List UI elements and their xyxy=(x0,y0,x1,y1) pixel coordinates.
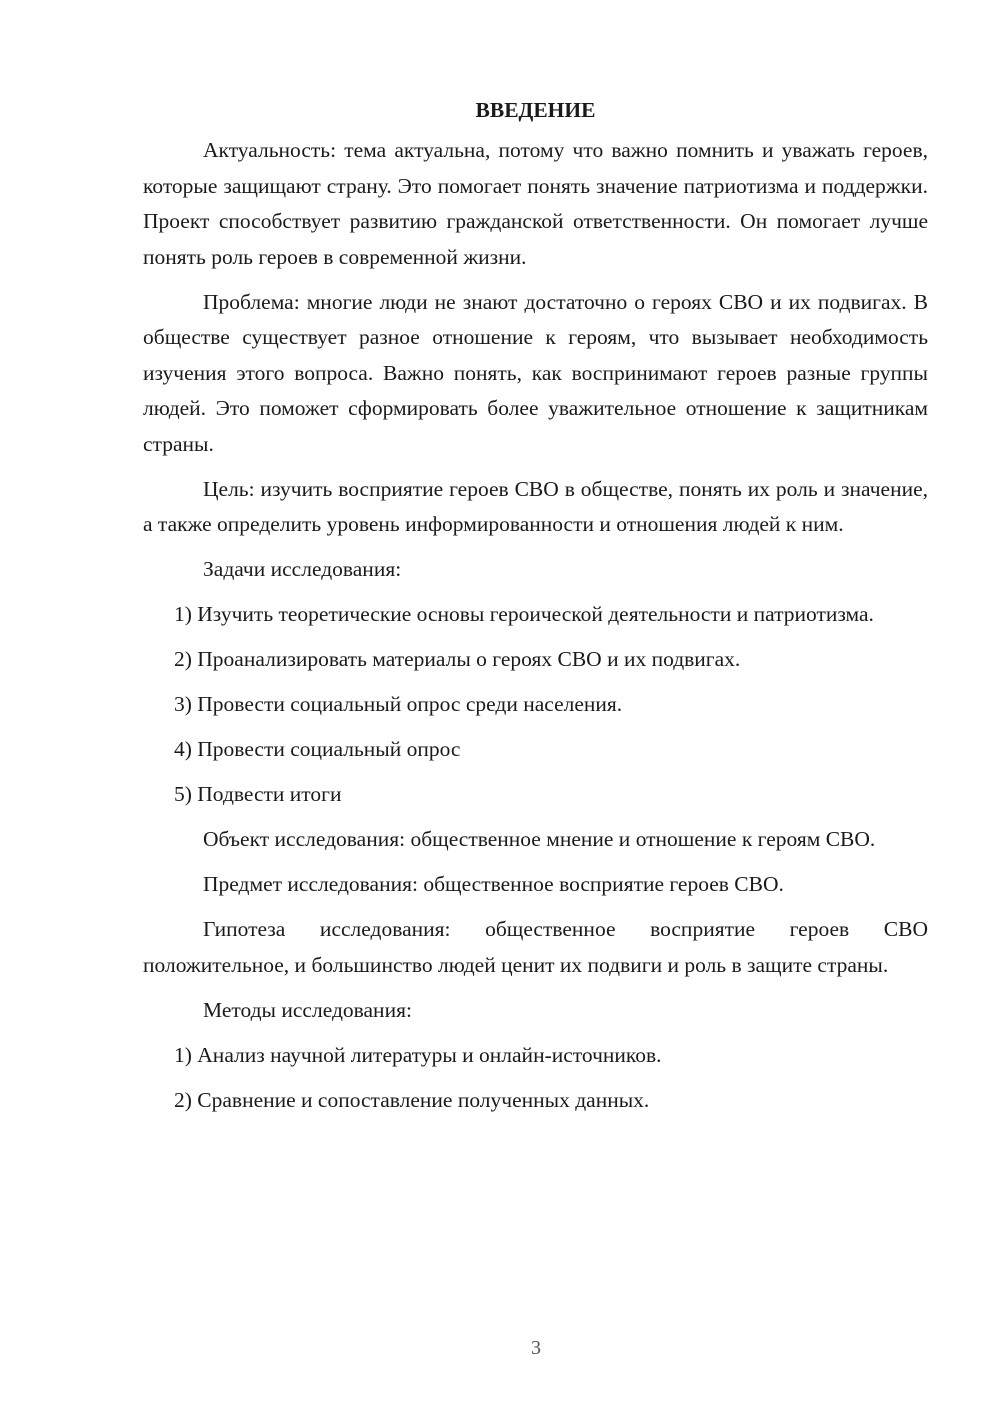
goal-paragraph: Цель: изучить восприятие героев СВО в обществе, понять их роль и значение, а также определить уровень информированности и отношения людей к ним. xyxy=(143,476,928,536)
hypothesis-paragraph: Гипотеза исследования: общественное восприятие героев СВО положительное, и большинство людей ценит их подвиги и роль в защите страны. xyxy=(143,917,928,977)
document-page xyxy=(143,95,928,1128)
subject-paragraph: Предмет исследования: общественное восприятие героев СВО. xyxy=(203,872,784,896)
task-item-4: 4) Провести социальный опрос xyxy=(174,737,461,761)
method-item-2: 2) Сравнение и сопоставление полученных данных. xyxy=(174,1087,650,1112)
section-title: ВВЕДЕНИЕ xyxy=(475,98,596,122)
tasks-heading: Задачи исследования: xyxy=(203,557,402,581)
task-item-1: 1) Изучить теоретические основы героической деятельности и патриотизма. xyxy=(174,602,874,626)
task-item-3: 3) Провести социальный опрос среди населения. xyxy=(174,692,623,716)
method-item-1: 1) Анализ научной литературы и онлайн-источников. xyxy=(174,1042,662,1067)
page-number: 3 xyxy=(531,1337,541,1359)
object-paragraph: Объект исследования: общественное мнение и отношение к героям СВО. xyxy=(203,827,876,851)
relevance-paragraph: Актуальность: тема актуальна, потому что важно помнить и уважать героев, которые защищают страну. Это помогает понять значение патриотизма и поддержки. Проект способствует развитию гражданской ответственности. Он помогает лучше понять роль героев в современной жизни. xyxy=(143,138,928,269)
methods-heading: Методы исследования: xyxy=(203,997,412,1022)
problem-paragraph: Проблема: многие люди не знают достаточно о героях СВО и их подвигах. В обществе существует разное отношение к героям, что вызывает необходимость изучения этого вопроса. Важно понять, как воспринимают героев разные группы людей. Это поможет сформировать более уважительное отношение к защитникам страны. xyxy=(143,289,928,456)
task-item-5: 5) Подвести итоги xyxy=(174,782,342,806)
task-item-2: 2) Проанализировать материалы о героях СВО и их подвигах. xyxy=(174,647,741,671)
